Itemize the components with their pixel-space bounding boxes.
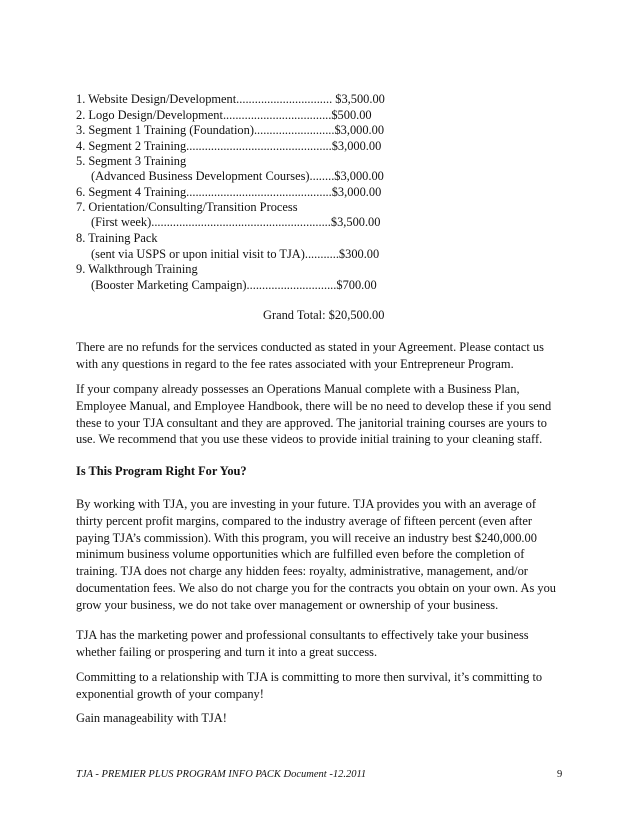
paragraph-line: exponential growth of your company!	[76, 686, 264, 701]
paragraph-line: these to your TJA consultant and they are approved. The janitorial training courses are yours to	[76, 415, 547, 430]
fee-item-orientation: 7. Orientation/Consulting/Transition Process	[76, 200, 298, 214]
paragraph-line: grow your business, we do not take over management or ownership of your business.	[76, 597, 499, 612]
paragraph-line: paying TJA’s commission). With this program, you will receive an industry best $240,000.00	[76, 530, 537, 545]
fee-item-walkthrough: 9. Walkthrough Training	[76, 262, 198, 276]
paragraph-line: Committing to a relationship with TJA is committing to more then survival, it’s committing to	[76, 670, 543, 684]
refunds-paragraph	[76, 339, 562, 373]
fee-item-orientation-detail: (First week)..........................................................$3,500.00	[91, 215, 381, 229]
paragraph-line: training. TJA does not charge any hidden fees: royalty, administrative, management, and/or	[76, 564, 528, 579]
paragraph-line: documentation fees. We also do not charge you for the contracts you obtain on your own. As you	[76, 580, 556, 595]
paragraph-line: use. We recommend that you use these videos to provide initial training to your cleaning staff.	[76, 432, 543, 447]
paragraph-line: thirty percent profit margins, compared to the industry average of fifteen percent (even after	[76, 513, 532, 528]
paragraph-line: If your company already possesses an Operations Manual complete with a Business Plan,	[76, 382, 520, 396]
closing-paragraph	[76, 710, 562, 727]
fee-item-segment-1: 3. Segment 1 Training (Foundation)..........................$3,000.00	[76, 123, 385, 137]
fee-item-segment-3: 5. Segment 3 Training	[76, 154, 187, 168]
paragraph-line: By working with TJA, you are investing in your future. TJA provides you with an average of	[76, 497, 536, 511]
paragraph-line: minimum business volume opportunities which are fulfilled even before the completion of	[76, 547, 525, 562]
operations-paragraph	[76, 381, 562, 448]
committing-paragraph	[76, 669, 562, 703]
fee-item-training-pack: 8. Training Pack	[76, 231, 158, 245]
fee-item-logo: 2. Logo Design/Development...................................$500.00	[76, 108, 372, 122]
marketing-paragraph	[76, 627, 562, 661]
paragraph-line: Employee Manual, and Employee Handbook, there will be no need to develop these if you send	[76, 398, 552, 413]
paragraph-line: whether failing or prospering and turn it into a great success.	[76, 644, 378, 659]
paragraph-line: with any questions in regard to the fee rates associated with your Entrepreneur Program.	[76, 356, 514, 371]
paragraph-line: Gain manageability with TJA!	[76, 711, 227, 725]
fee-item-website: 1. Website Design/Development............................... $3,500.00	[76, 92, 385, 106]
fee-item-segment-3-detail: (Advanced Business Development Courses)........$3,000.00	[91, 169, 384, 183]
page-number: 9	[557, 769, 563, 780]
fee-item-segment-2: 4. Segment 2 Training...............................................$3,000.00	[76, 139, 382, 153]
fee-item-walkthrough-detail: (Booster Marketing Campaign).............................$700.00	[91, 278, 377, 292]
fee-item-segment-4: 6. Segment 4 Training...............................................$3,000.00	[76, 185, 382, 199]
section-heading: Is This Program Right For You?	[76, 464, 247, 478]
investing-paragraph	[76, 496, 562, 614]
footer-doc-title: TJA - PREMIER PLUS PROGRAM INFO PACK Document -12.2011	[76, 769, 367, 780]
fee-item-training-pack-detail: (sent via USPS or upon initial visit to TJA)...........$300.00	[91, 247, 380, 261]
paragraph-line: There are no refunds for the services conducted as stated in your Agreement. Please contact us	[76, 340, 544, 354]
grand-total: Grand Total: $20,500.00	[263, 308, 385, 322]
paragraph-line: TJA has the marketing power and professional consultants to effectively take your business	[76, 628, 529, 642]
